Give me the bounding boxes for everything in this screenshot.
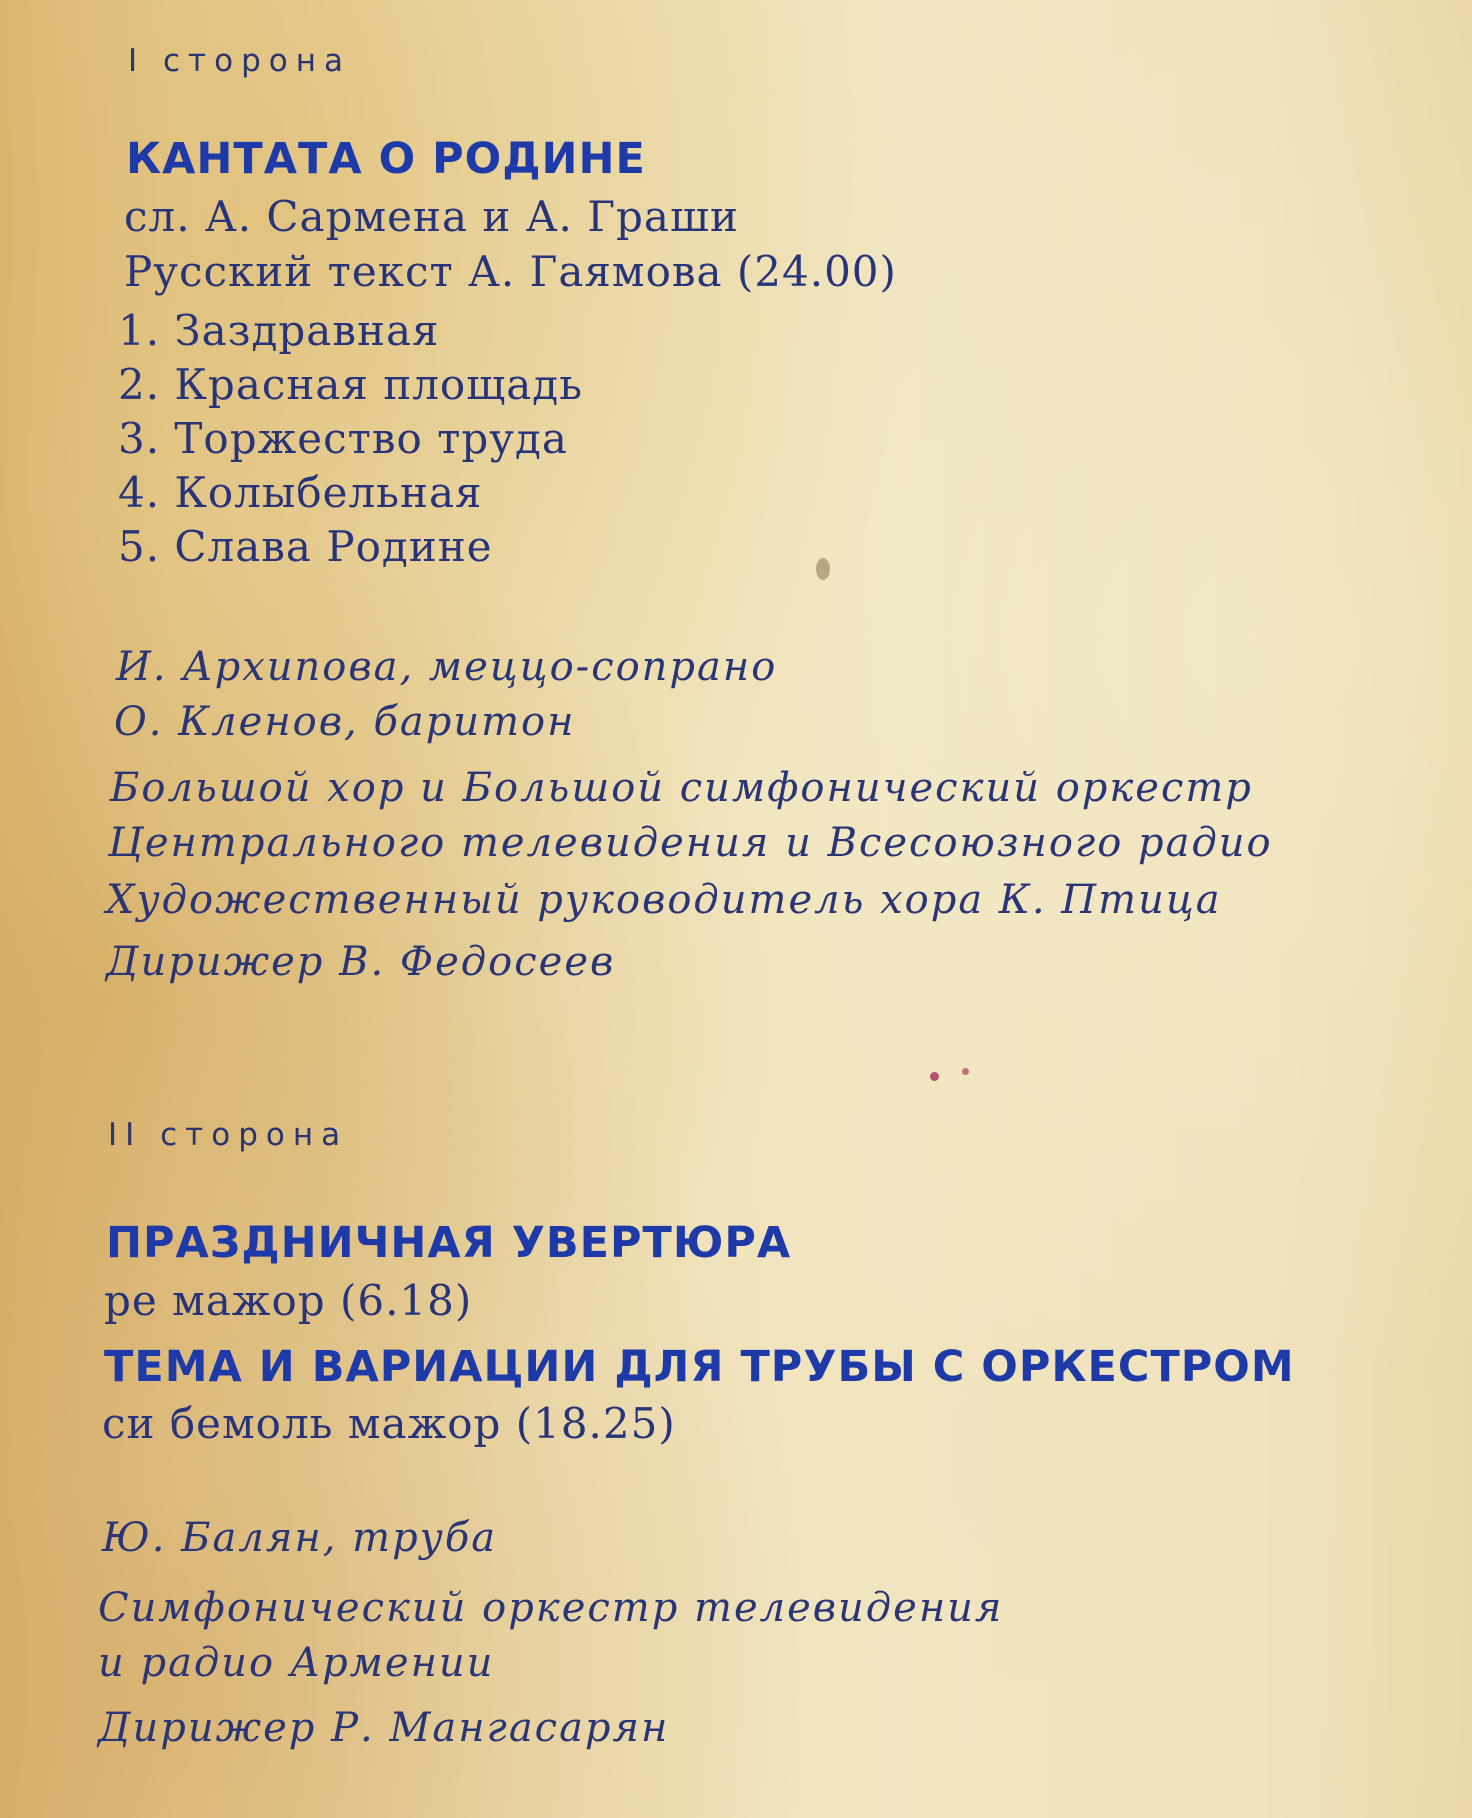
performer-line: Большой хор и Большой симфонический оркестр	[110, 765, 1253, 811]
ink-spot	[962, 1068, 969, 1075]
side-one-title: КАНТАТА О РОДИНЕ	[126, 134, 646, 184]
paper-stain	[816, 558, 830, 580]
side-one-subtitle-line: Русский текст А. Гаямова (24.00)	[124, 247, 897, 296]
side-two-label: II сторона	[108, 1117, 349, 1153]
performer-line: Ю. Балян, труба	[102, 1515, 498, 1561]
side-one-label: I сторона	[128, 43, 351, 79]
track-item: 5. Слава Родине	[118, 522, 493, 571]
ink-spot	[930, 1072, 939, 1081]
performer-line: Симфонический оркестр телевидения	[98, 1585, 1004, 1631]
work-title: ПРАЗДНИЧНАЯ УВЕРТЮРА	[106, 1218, 792, 1268]
performer-line: Дирижер Р. Мангасарян	[98, 1705, 670, 1751]
work-subtitle: си бемоль мажор (18.25)	[102, 1399, 676, 1448]
performer-line: Художественный руководитель хора К. Птица	[106, 877, 1222, 923]
performer-line: Центрального телевидения и Всесоюзного радио	[108, 820, 1273, 866]
performer-line: И. Архипова, меццо-сопрано	[116, 644, 778, 690]
performer-line: и радио Армении	[98, 1640, 495, 1686]
track-item: 4. Колыбельная	[118, 468, 483, 517]
track-item: 3. Торжество труда	[118, 414, 568, 463]
performer-line: О. Кленов, баритон	[114, 699, 576, 745]
performer-line: Дирижер В. Федосеев	[106, 939, 616, 985]
side-one-subtitle-line: сл. А. Сармена и А. Граши	[124, 192, 740, 241]
track-item: 2. Красная площадь	[118, 360, 584, 409]
work-title: ТЕМА И ВАРИАЦИИ ДЛЯ ТРУБЫ С ОРКЕСТРОМ	[104, 1342, 1295, 1392]
track-item: 1. Заздравная	[118, 306, 440, 355]
work-subtitle: ре мажор (6.18)	[104, 1276, 473, 1325]
